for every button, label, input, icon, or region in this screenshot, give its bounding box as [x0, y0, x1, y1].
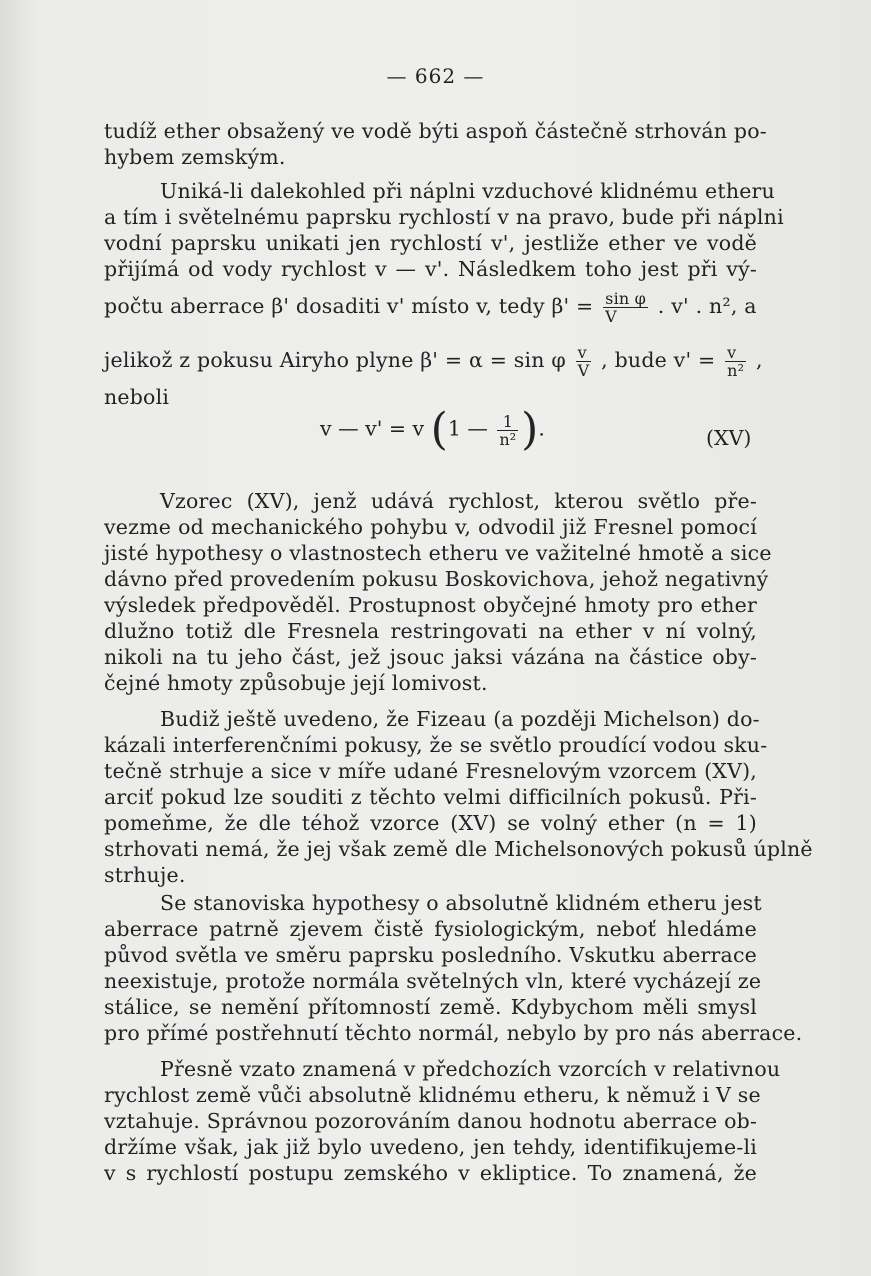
text-line: tudíž ether obsažený ve vodě býti aspoň částečně strhován po- [104, 119, 767, 143]
eq2-post: , [755, 348, 763, 372]
text-line: nikoli na tu jeho část, jež jsouc jaksi vázána na částice oby- [104, 645, 757, 669]
fraction-denominator: V [603, 307, 648, 325]
text-line: aberrace patrně zjevem čistě fysiologickým, neboť hledáme [104, 917, 757, 941]
text-line: pomeňme, že dle téhož vzorce (XV) se volný ether (n = 1) [104, 811, 757, 835]
text-line: rychlost země vůči absolutně klidnému etheru, k němuž i V se [104, 1083, 761, 1107]
text-line: držíme však, jak již bylo uvedeno, jen tehdy, identifikujeme-li [104, 1135, 757, 1159]
text-line: dlužno totiž dle Fresnela restringovati na ether v ní volný, [104, 619, 757, 643]
page-number: — 662 — [386, 64, 485, 88]
fraction-denominator: n² [727, 361, 745, 380]
text-line: Přesně vzato znamená v předchozích vzorcích v relativnou [160, 1057, 781, 1081]
text-line: výsledek předpověděl. Prostupnost obyčejné hmoty pro ether [104, 593, 757, 617]
equation-line-airy [104, 343, 763, 380]
text-line: vezme od mechanického pohybu v, odvodil již Fresnel pomocí [104, 515, 757, 539]
text-line: přijímá od vody rychlost v — v'. Následkem toho jest při vý- [104, 257, 757, 281]
fraction-numerator: sin φ [605, 289, 647, 308]
formula-open-paren: ( [430, 404, 448, 455]
fraction-v-over-n2 [725, 344, 746, 379]
fraction-numerator: v [727, 343, 737, 362]
text-line: Se stanoviska hypothesy o absolutně klidném etheru jest [160, 891, 762, 915]
formula-lhs: v — v' = v [320, 416, 425, 441]
eq2-pre: jelikož z pokusu Airyho plyne β' = α = sin φ [104, 348, 566, 372]
eq1-post: . v' . n², a [657, 294, 757, 318]
text-line: kázali interferenčními pokusy, že se světlo proudící vodou sku- [104, 733, 768, 757]
text-line: čejné hmoty způsobuje její lomivost. [104, 671, 488, 695]
text-line: Budiž ještě uvedeno, že Fizeau (a později Michelson) do- [160, 707, 760, 731]
formula-one: 1 — [447, 416, 488, 441]
fraction-numerator: v [577, 343, 587, 362]
text-line: Uniká-li dalekohled při náplni vzduchové klidnému etheru [160, 179, 775, 203]
fraction-1-over-n2 [497, 413, 518, 448]
formula-xv [320, 404, 545, 455]
text-line: strhuje. [104, 863, 186, 887]
fraction-v-over-V [576, 344, 592, 379]
text-line: stálice, se nemění přítomností země. Kdybychom měli smysl [104, 995, 757, 1019]
text-line: vztahuje. Správnou pozorováním danou hodnotu aberrace ob- [104, 1109, 758, 1133]
text-line: vodní paprsku unikati jen rychlostí v', jestliže ether ve vodě [104, 231, 757, 255]
text-line: Vzorec (XV), jenž udává rychlost, kterou světlo pře- [160, 489, 757, 513]
text-line: jisté hypothesy o vlastnostech etheru ve važitelné hmotě a sice [104, 541, 772, 565]
text-line: neexistuje, protože normála světelných vln, které vycházejí ze [104, 969, 762, 993]
formula-dot: . [538, 416, 545, 441]
eq2-mid: , bude v' = [601, 348, 716, 372]
fraction-denominator: V [577, 361, 590, 380]
equation-line-beta [104, 290, 757, 325]
text-line: v s rychlostí postupu zemského v ekliptice. To znamená, že [104, 1161, 757, 1185]
eq1-pre: počtu aberrace β' dosaditi v' místo v, tedy β' = [104, 294, 594, 318]
text-line: dávno před provedením pokusu Boskovichova, jehož negativný [104, 567, 769, 591]
formula-close-paren: ) [521, 404, 539, 455]
text-line: tečně strhuje a sice v míře udané Fresnelovým vzorcem (XV), [104, 759, 757, 783]
text-line: arciť pokud lze souditi z těchto velmi difficilních pokusů. Při- [104, 785, 757, 809]
text-line-neboli: neboli [104, 385, 170, 409]
text-line: hybem zemským. [104, 145, 286, 169]
text-line: pro přímé postřehnutí těchto normál, nebylo by pro nás aberrace. [104, 1021, 803, 1045]
fraction-sin-over-V [603, 290, 648, 325]
text-line: původ světla ve směru paprsku posledního. Vskutku aberrace [104, 943, 757, 967]
text-line: a tím i světelnému paprsku rychlostí v na pravo, bude při náplni [104, 205, 784, 229]
fraction-denominator: n² [499, 429, 517, 449]
text-line: strhovati nemá, že jej však země dle Michelsonových pokusů úplně [104, 837, 813, 861]
fraction-numerator: 1 [502, 411, 513, 431]
equation-label: (XV) [706, 426, 752, 450]
